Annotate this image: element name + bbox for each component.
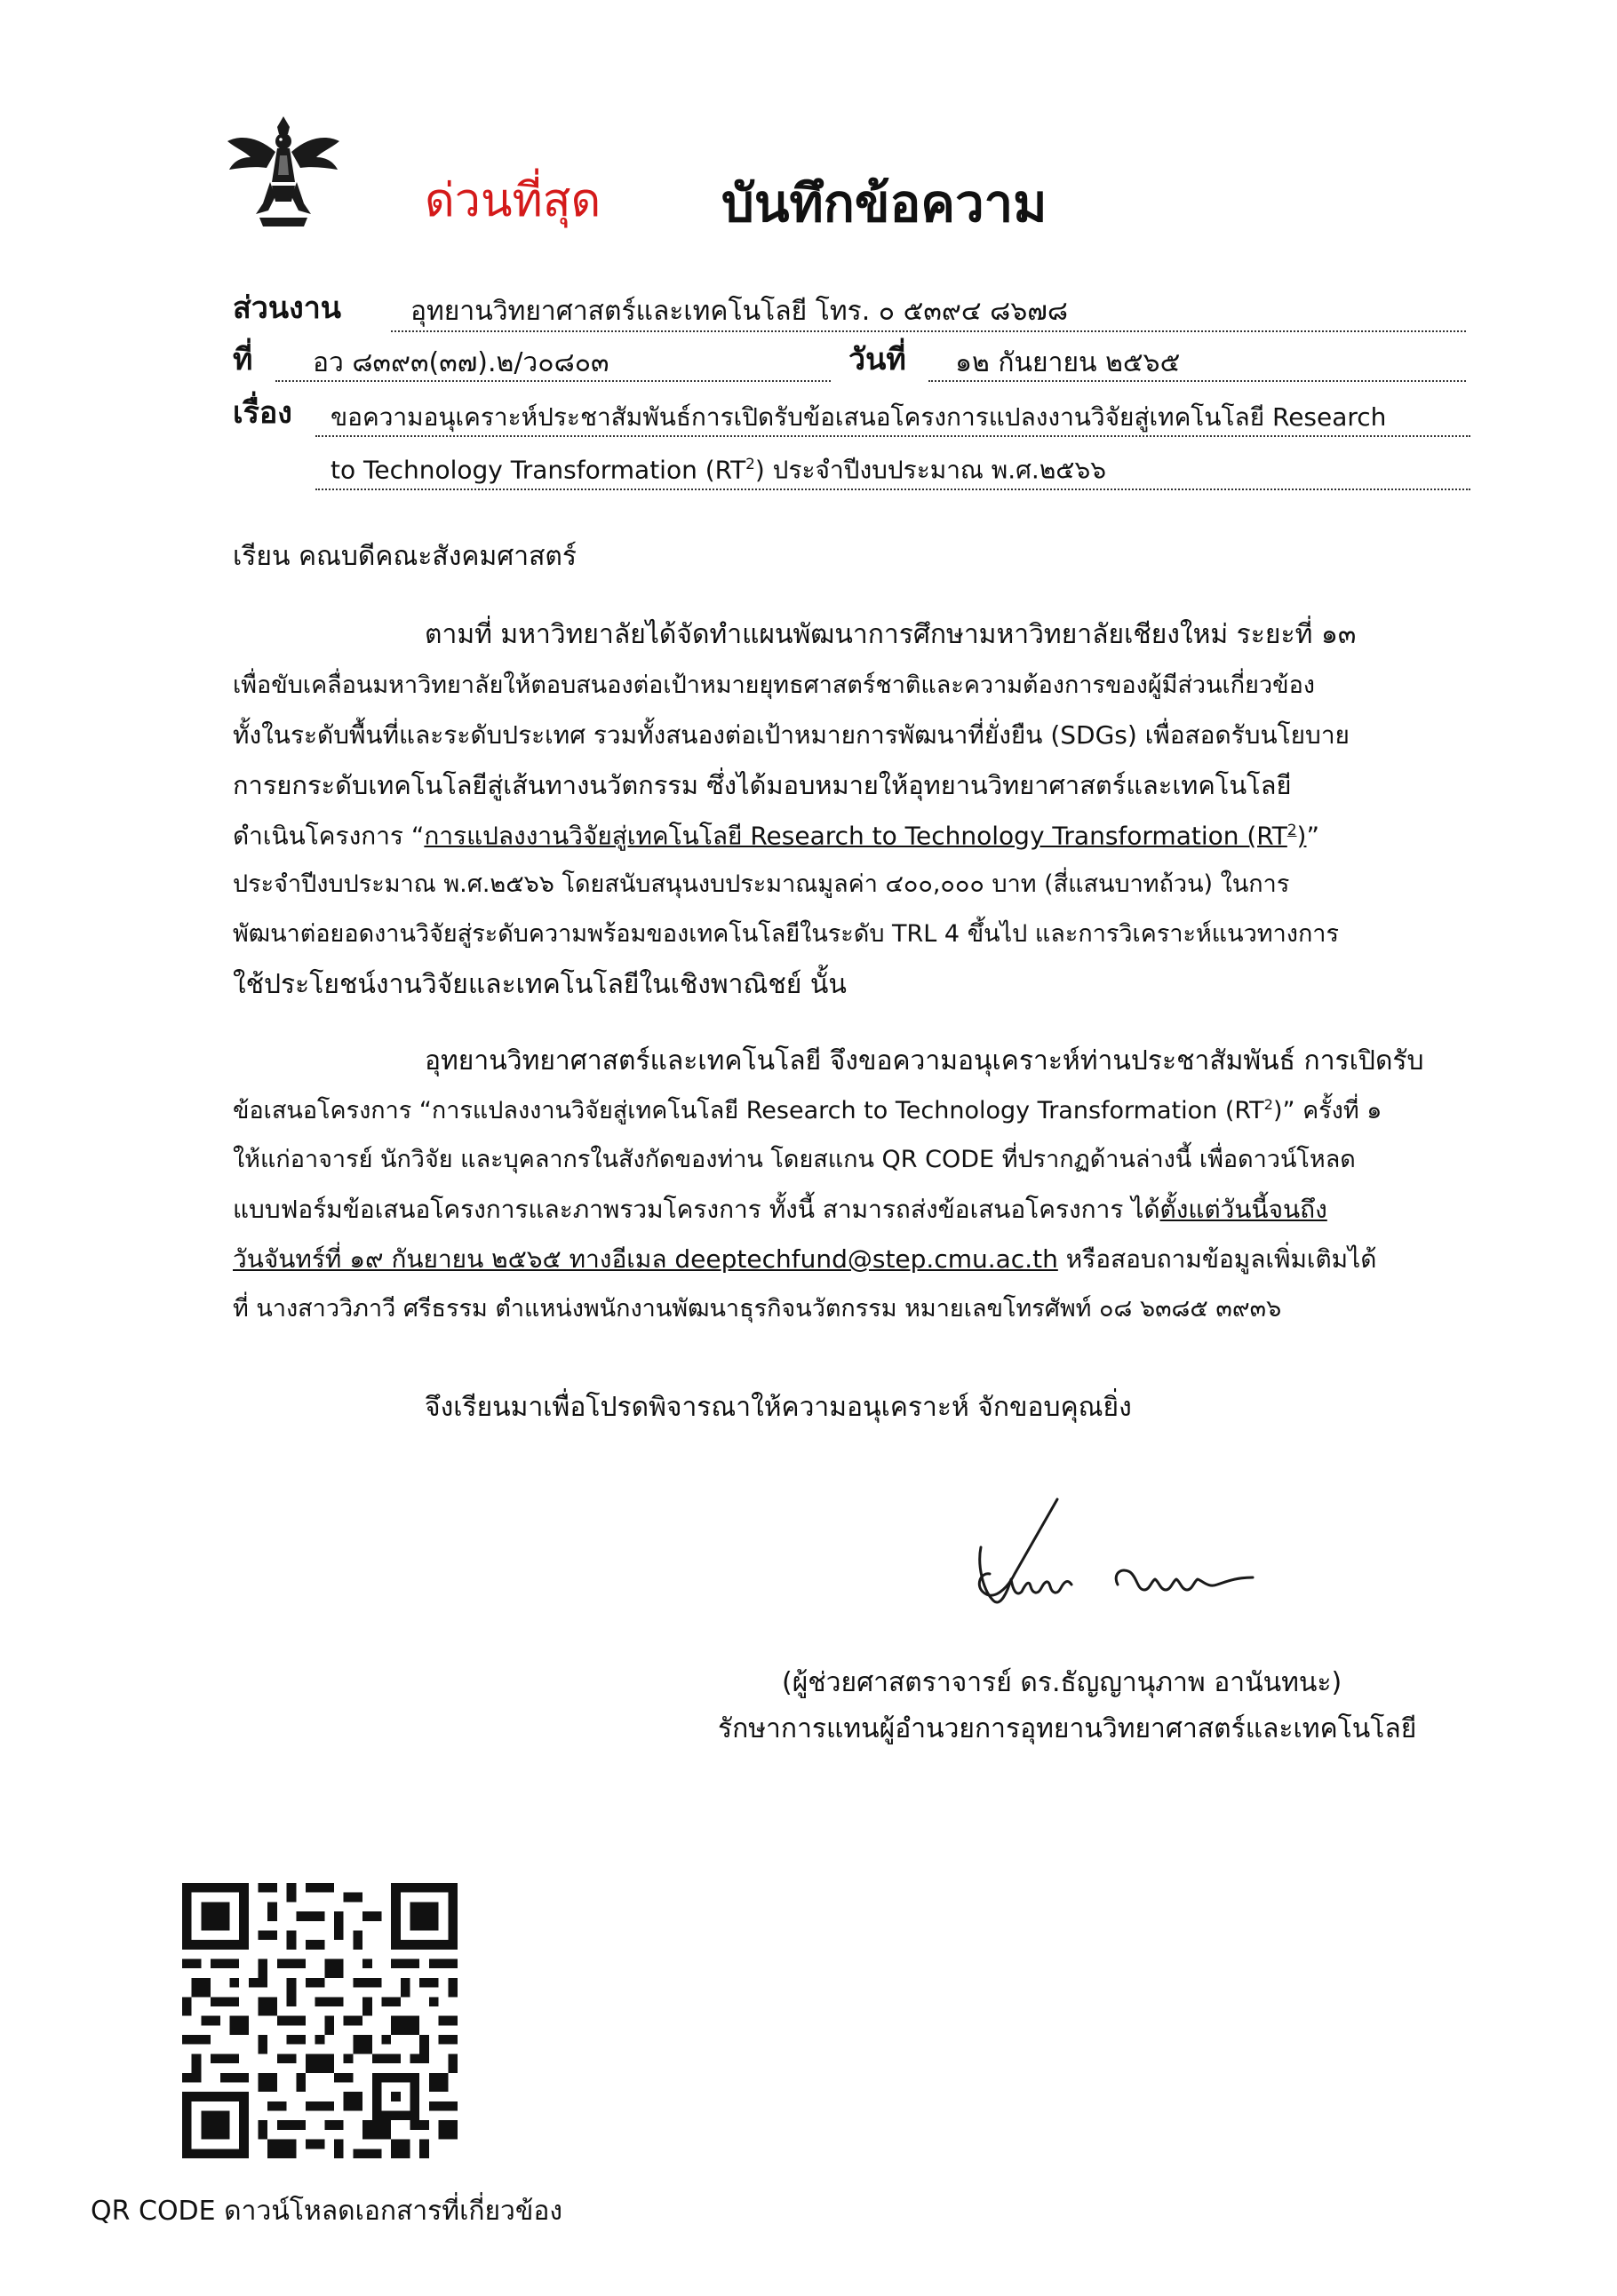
para1-line-1: ตามที่ มหาวิทยาลัยได้จัดทำแผนพัฒนาการศึกษามหาวิทยาลัยเชียงใหม่ ระยะที่ ๑๓ xyxy=(425,619,1357,650)
para2-line-2: ข้อเสนอโครงการ “การแปลงงานวิจัยสู่เทคโนโลยี Research to Technology Transformation $(RT^2)$” ครั้งที่ ๑ xyxy=(233,1096,1382,1124)
urgency-label: ด่วนที่สุด xyxy=(425,174,601,227)
ref-dotted-line xyxy=(275,380,831,382)
subject-dotted-line-2 xyxy=(315,489,1470,490)
signature-icon xyxy=(915,1492,1270,1634)
salutation: เรียน คณบดีคณะสังคมศาสตร์ xyxy=(233,541,578,572)
date-label: วันที่ xyxy=(848,342,906,377)
closing-line: จึงเรียนมาเพื่อโปรดพิจารณาให้ความอนุเคราะห์ จักขอบคุณยิ่ง xyxy=(425,1392,1132,1423)
subject-label: เรื่อง xyxy=(233,395,292,431)
signer-position: รักษาการแทนผู้อำนวยการอุทยานวิทยาศาสตร์และเทคโนโลยี xyxy=(718,1713,1417,1744)
garuda-emblem-icon xyxy=(224,111,344,231)
para2-line-5: วันจันทร์ที่ ๑๙ กันยายน ๒๕๖๕ ทางอีเมล deeptechfund@step.cmu.ac.th หรือสอบถามข้อมูลเพิ่มเติมได้ xyxy=(233,1244,1377,1274)
para2-line-3: ให้แก่อาจารย์ นักวิจัย และบุคลากรในสังกัดของท่าน โดยสแกน QR CODE ที่ปรากฏด้านล่างนี้ เพื่อดาวน์โหลด xyxy=(233,1146,1356,1173)
ref-label: ที่ xyxy=(233,342,253,377)
subject-dotted-line-1 xyxy=(315,435,1470,437)
para1-line-6: ประจำปีงบประมาณ พ.ศ.๒๕๖๖ โดยสนับสนุนงบประมาณมูลค่า ๔๐๐,๐๐๐ บาท (สี่แสนบาทถ้วน) ในการ xyxy=(233,870,1290,898)
ref-value: อว ๘๓๙๓(๓๗).๒/ว๐๘๐๓ xyxy=(313,347,609,378)
para1-line-5: ดำเนินโครงการ “การแปลงงานวิจัยสู่เทคโนโลยี Research to Technology Transformation $(RT^2)$” xyxy=(233,821,1319,851)
para1-line-4: การยกระดับเทคโนโลยีสู่เส้นทางนวัตกรรม ซึ่งได้มอบหมายให้อุทยานวิทยาศาสตร์และเทคโนโลยี xyxy=(233,770,1292,800)
qr-code-icon[interactable] xyxy=(182,1883,458,2158)
para2-line-1: อุทยานวิทยาศาสตร์และเทคโนโลยี จึงขอความอนุเคราะห์ท่านประชาสัมพันธ์ การเปิดรับ xyxy=(425,1045,1424,1076)
signer-name: (ผู้ช่วยศาสตราจารย์ ดร.ธัญญานุภาพ อานันทนะ) xyxy=(782,1667,1342,1698)
para2-line-4: แบบฟอร์มข้อเสนอโครงการและภาพรวมโครงการ ทั้งนี้ สามารถส่งข้อเสนอโครงการ ได้ตั้งแต่วันนี้จนถึง xyxy=(233,1195,1327,1224)
para1-line-3: ทั้งในระดับพื้นที่และระดับประเทศ รวมทั้งสนองต่อเป้าหมายการพัฒนาที่ยั่งยืน (SDGs) เพื่อสอดรับนโยบาย xyxy=(233,720,1350,750)
para1-line-8: ใช้ประโยชน์งานวิจัยและเทคโนโลยีในเชิงพาณิชย์ นั้น xyxy=(233,969,847,1000)
page-title: บันทึกข้อความ xyxy=(721,173,1047,234)
date-value: ๑๒ กันยายน ๒๕๖๕ xyxy=(955,347,1181,378)
para2-line-6: ที่ นางสาววิภาวี ศรีธรรม ตำแหน่งพนักงานพัฒนาธุรกิจนวัตกรรม หมายเลขโทรศัพท์ ๐๘ ๖๓๘๕ ๓๙๓๖ xyxy=(233,1295,1282,1323)
department-dotted-line xyxy=(391,330,1466,332)
department-label: ส่วนงาน xyxy=(233,290,342,326)
subject-line-2: to Technology Transformation $(RT^2)$ ประจำปีงบประมาณ พ.ศ.๒๕๖๖ xyxy=(331,455,1107,485)
para1-line-2: เพื่อขับเคลื่อนมหาวิทยาลัยให้ตอบสนองต่อเป้าหมายยุทธศาสตร์ชาติและความต้องการของผู้มีส่วนเกี่ยวข้อง xyxy=(233,671,1315,699)
department-value: อุทยานวิทยาศาสตร์และเทคโนโลยี โทร. ๐ ๕๓๙๔ ๘๖๗๘ xyxy=(410,296,1068,327)
para1-line-7: พัฒนาต่อยอดงานวิจัยสู่ระดับความพร้อมของเทคโนโลยีในระดับ TRL 4 ขึ้นไป และการวิเคราะห์แนวทางการ xyxy=(233,920,1339,948)
date-dotted-line xyxy=(928,380,1466,382)
email-link[interactable]: วันจันทร์ที่ ๑๙ กันยายน ๒๕๖๕ ทางอีเมล deeptechfund@step.cmu.ac.th xyxy=(233,1244,1058,1274)
subject-line-1: ขอความอนุเคราะห์ประชาสัมพันธ์การเปิดรับข้อเสนอโครงการแปลงงานวิจัยสู่เทคโนโลยี Research xyxy=(331,402,1387,432)
qr-caption: QR CODE ดาวน์โหลดเอกสารที่เกี่ยวข้อง xyxy=(91,2196,563,2227)
